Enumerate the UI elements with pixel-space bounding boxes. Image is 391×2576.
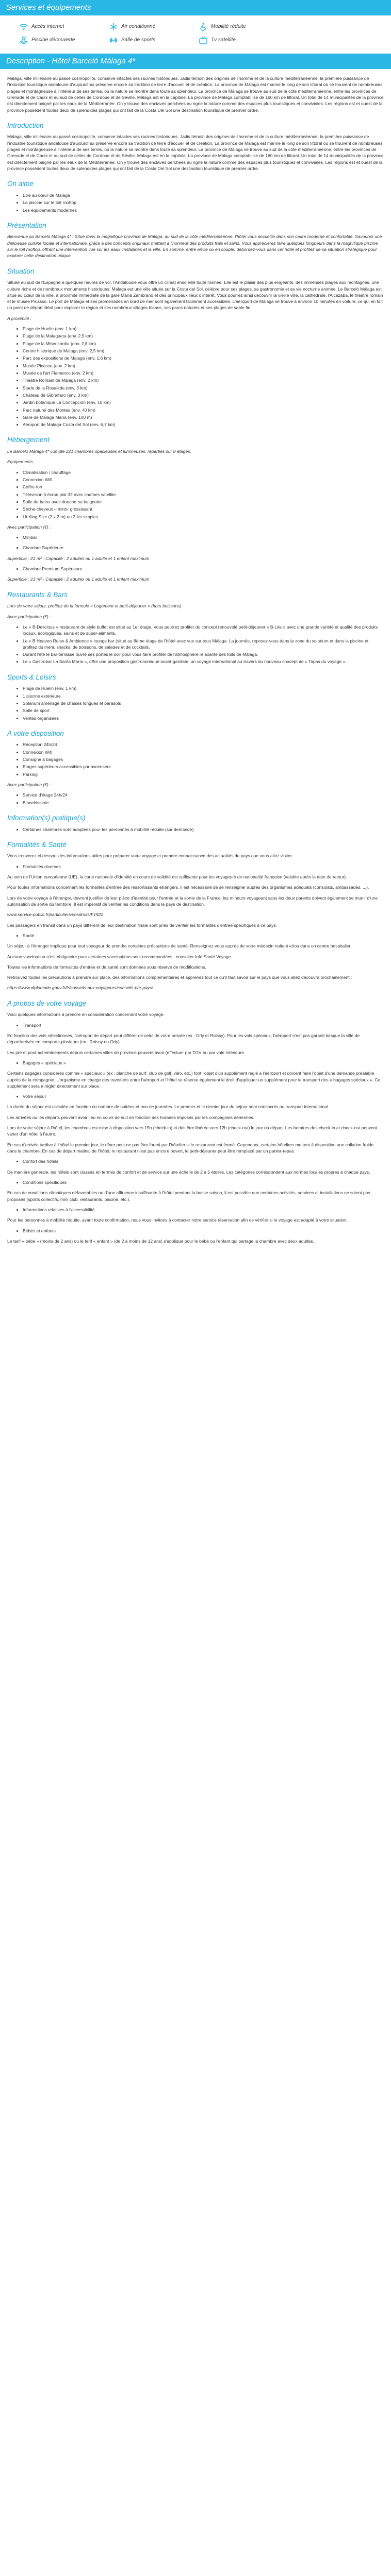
list-item: • Service d'étage 24h/24 bbox=[23, 792, 384, 798]
on-aime-list bbox=[7, 192, 384, 213]
subheading-list bbox=[7, 1207, 384, 1213]
description-text: Málaga, ville millénaire au passé cosmopolite, conserve intactes ses racines historiques. Jadis témoin des origines de l'homme et de la culture méditerranéenne, la première puissance de l'industrie touristique andalouse d'aujourd'hui préserve encore sa tradition de terre d'accueil et de création. La province de Málaga est marine le long de son littoral où se trouvent de nombreuses plages et montagneuse à l'intérieur de ses terres, où la nature se montre dans toute sa splendeur. La province de Málaga se trouve au sud de la côte méditerranéenne, entre les provinces de Grenade et de Cadix et au sud de celles de Cordoue et de Séville. Málaga est en la capitale. La province de Málaga comptabilise de 160 km de littoral. Un total de 14 municipalités de la province est directement baigné par les eaux de la Méditerranée. On y trouve des enclaves perchées au rigne la nature comme des espaces plus touristiques et conviviales. Les régions est et ouest de la province possèdent toutes deux de splendides plages qui ont fait de la Costa Del Sol une destination touristique de premier ordre. bbox=[7, 76, 384, 113]
room2-text: Superficie : 21 m² - Capacité : 2 adultes ou 1 adulte et 1 enfant maximum bbox=[7, 577, 150, 582]
list-item: • Connexion Wifi bbox=[23, 749, 384, 755]
list-item: • 1 piscine extérieure bbox=[23, 693, 384, 699]
description-banner bbox=[0, 54, 391, 69]
situation-text: Située au sud de l'Espagne à quelques heures de vol, l'Andalousie vous offre un climat ensoleillé toute l'année. Elle est le plaisir des plus exigeants, des immenses plages aux montagnes, une culture riche et de nombreux monuments historiques. Málaga est une ville située sur la Costa del Sol, célèbre pour ses plages, sa gastronomie et sa vie nocturne animée. Le Barceló Málaga est situé au cœur de la ville, à proximité immédiate de la gare María Zambrano et des principaux lieux d'intérêt. Vous pourrez ainsi découvrir la vieille ville, la cathédrale, l'Alcazaba, le théâtre romain et le musée Picasso. Le port de Málaga et ses promenades en bord de mer sont également facilement accessibles. L'aéroport de Málaga se trouve à environ 10 minutes en voiture, ce qui en fait un point de départ idéal pour explorer la région et ses nombreux villages blancs, ses parcs naturels et ses plages de sable fin. bbox=[7, 280, 383, 311]
subheading: • Votre séjour bbox=[23, 1093, 384, 1099]
paragraph: Pour toutes informations concernant les formalités d'entrée des ressortissants étrangers, il est nécessaire de se renseigner auprès des organismes adéquats (consulats, ambassades, ...). bbox=[7, 885, 369, 890]
hebergement-supplement-label: Avec participation (€) : bbox=[7, 524, 51, 530]
paragraph: En fonction des vols sélectionnés, l'aéroport de départ peut différer de celui de votre arrivée (ex : Orly et Roissy). Pour les vols spéciaux, l'aéroport n'est pas garanti lorsque la ville de départ/arrivée en comporte plusieurs (ex : Roissy ou Orly). bbox=[7, 1032, 360, 1045]
propos-intro: Voici quelques informations à prendre en considération concernant votre voyage. bbox=[7, 1012, 165, 1018]
list-item: • Connexion Wifi bbox=[23, 477, 384, 483]
on-aime-title: On aime bbox=[7, 180, 34, 188]
paragraph: Certains bagages considérés comme « spéciaux » (ex : planche de surf, club de golf, vélo, etc.) font l'objet d'un supplément réglé à l'aéroport et doivent faire l'objet d'une demande préalable auprès de la compagnie. L'organisme en charge des transferts entre l'aéroport et l'hôtel se réserve également le droit d'appliquer un supplément pour le transport des « bagages spéciaux ». Ce supplément sera à régler directement sur place. bbox=[7, 1071, 381, 1089]
list-item: • Salle de sport bbox=[23, 707, 384, 714]
list-item: • Parc des expositions de Malaga (env. 1,6 km) bbox=[23, 355, 384, 361]
room-type: • Chambre Premium Supérieure bbox=[23, 566, 384, 572]
subheading: • Confort des hôtels bbox=[23, 1158, 384, 1164]
pratique-list bbox=[7, 826, 384, 833]
list-item: • Gare de Malaga María (env. 100 m) bbox=[23, 414, 384, 420]
subheading: • Transport bbox=[23, 1022, 384, 1028]
list-item: • La piscine sur le toit rooftop bbox=[23, 199, 384, 206]
paragraph: Les arrivées ou les départs peuvent avoir lieu en cours de nuit en fonction des horaires imposés par les compagnies aériennes. bbox=[7, 1114, 255, 1120]
situation-list bbox=[7, 326, 384, 428]
paragraph: Au sein de l'Union européenne (UE), la carte nationale d'identité en cours de validité est suffisante pour les voyageurs de nationalité française (valable après la date de retour). bbox=[7, 874, 347, 879]
disposition-supplement-list bbox=[7, 792, 384, 806]
list-item: • Le « B Heaven Relax & Ambience » lounge bar (situé au 8ème étage de l'hôtel avec vue sur tous Málaga. La journée, reposez-vous dans la zone du solarium et dans la piscine et profitez du menu snacks, de boissons, de salades et de cocktails. bbox=[23, 638, 384, 651]
list-item: • Le « B-Delicious » restaurant de style buffet est situé au 1er étage. Vous pourrez profiter du concept renouvelé petit-déjeuner « B-Lite » avec une grande variété et qualité des produits locaux, écologiques, sains et de super-aliments. bbox=[23, 624, 384, 637]
list-item: • Certaines chambres sont adaptées pour les personnes à mobilité réduite (sur demande). bbox=[23, 826, 384, 833]
wheelchair-icon bbox=[199, 23, 207, 31]
hebergement-title: Hébergement bbox=[7, 436, 50, 444]
paragraph: La durée du séjour est calculée en fonction du nombre de nuitées et non de journées. Le premier et le dernier jour du séjour sont consacrés au transport international. bbox=[7, 1104, 330, 1110]
room2-list bbox=[7, 566, 384, 572]
restaurants-supplement-label: Avec participation (€) : bbox=[7, 614, 51, 619]
service-ac: Air conditionné bbox=[109, 23, 199, 31]
equipements-label: Equipements : bbox=[7, 459, 36, 465]
subheading-list bbox=[7, 1093, 384, 1099]
disposition-list bbox=[7, 741, 384, 777]
service-mobility: Mobilité réduite bbox=[199, 23, 289, 31]
list-item: • Théâtre Romain de Malaga (env. 2 km) bbox=[23, 377, 384, 383]
list-item: • Salle de bains avec douche ou baignoire bbox=[23, 499, 384, 505]
service-tv: Tv satellite bbox=[199, 36, 289, 44]
list-item: • Réception 24h/24 bbox=[23, 741, 384, 748]
satellite-tv-icon bbox=[199, 36, 207, 44]
list-item: • Plage de la Malagueta (env. 2,5 km) bbox=[23, 333, 384, 339]
restaurants-text: Lors de votre séjour, profitez de la formule « Logement et petit-déjeuner » (hors boissons). bbox=[7, 603, 183, 609]
equipements-list bbox=[7, 469, 384, 520]
list-item: • Musée Picasso (env. 2 km) bbox=[23, 363, 384, 369]
subheading-list bbox=[7, 1179, 384, 1185]
list-item: • Plage de Huelin (env. 1 km) bbox=[23, 326, 384, 332]
subheading-list bbox=[7, 1158, 384, 1164]
subheading: • Bébés et enfants bbox=[23, 1228, 384, 1234]
hebergement-supplement-list bbox=[7, 534, 384, 540]
restaurants-list bbox=[7, 624, 384, 665]
list-item: • Parc naturel des Montes (env. 40 km) bbox=[23, 407, 384, 413]
paragraph: De manière générale, les hôtels sont classés en termes de confort et de service sur une échelle de 2 à 5 étoiles. Les catégories correspondent aux normes locales propres à chaque pays. bbox=[7, 1169, 370, 1175]
service-gym: Salle de sports bbox=[109, 36, 199, 44]
situation-list-intro: A proximité : bbox=[7, 315, 31, 321]
list-item: • Plage de Huelin (env. 1 km) bbox=[23, 685, 384, 691]
room1-list bbox=[7, 545, 384, 551]
list-item: • Etages supérieurs accessibles par ascenseur bbox=[23, 764, 384, 770]
list-item: • Aéroport de Malaga-Costa del Sol (env. 6,7 km) bbox=[23, 421, 384, 428]
situation-title: Situation bbox=[7, 267, 35, 275]
wifi-icon bbox=[20, 23, 28, 31]
subheading: • Informations relatives à l'accessibilité bbox=[23, 1207, 384, 1213]
paragraph: Retrouvez toutes les précautions à prendre sur place, des informations complémentaires et apprenez tout ce qu'il faut savoir sur le pays que vous allez découvrir prochainement : bbox=[7, 975, 352, 980]
services-banner bbox=[0, 0, 391, 15]
sports-title: Sports & Loisirs bbox=[7, 673, 56, 681]
list-item: • Climatisation / chauffage bbox=[23, 469, 384, 476]
hebergement-text: Le Barceló Málaga 4* compte 221 chambres spacieuses et lumineuses, réparties sur 8 étages. bbox=[7, 449, 191, 454]
list-item: • Blanchisserie bbox=[23, 800, 384, 806]
list-item: • Solarium aménagé de chaises longues et parasols bbox=[23, 700, 384, 706]
list-item: • Plage de la Misericordia (env. 2,8 km) bbox=[23, 341, 384, 347]
paragraph: Le tarif « bébé » (moins de 2 ans) ou le tarif « enfant » (de 2 à moins de 12 ans) s'applique pour le bébé ou l'enfant qui partage la chambre avec deux adultes. bbox=[7, 1238, 314, 1244]
presentation-title: Présentation bbox=[7, 221, 46, 229]
list-item: • Durant l'été le bar-terrasse ouvre ses portes le soir pour vous faire profiter de l'atmosphère relaxante des toits de Málaga. bbox=[23, 651, 384, 657]
disposition-supplement-label: Avec participation (€) : bbox=[7, 782, 51, 787]
presentation-text: Bienvenue au Barceló Málaga 4* ! Situé dans la magnifique province de Málaga, au sud de la côte méditerranéenne, l'hôtel vous accueille dans son cadre moderne et confortable. Savourez une délicieuse cuisine locale et internationale, grâce à des concepts originaux mettant à l'honneur des produits frais et sains. Vous apprécierez faire quelques longueurs dans la magnifique piscine sur le toit rooftop, offrant une intervention vue sur les eaux cristallines et la ville. En somme, entre envie ou en couple, débordez-vous dans cet hôtel et profitez de sa situation stratégique pour explorer cette destination unique. bbox=[7, 234, 382, 259]
formalites-intro: Vous trouverez ci-dessous les informations utiles pour préparer votre voyage et prendre connaissance des actualités du pays que vous allez visiter. bbox=[7, 853, 293, 859]
room1-text: Superficie : 21 m² - Capacité : 2 adultes ou 1 adulte et 1 enfant maximum bbox=[7, 555, 150, 561]
link-text[interactable]: www.service-public.fr/particuliers/vosdroits/F1922 bbox=[7, 912, 104, 918]
subheading: • Formalités diverses bbox=[23, 863, 384, 870]
list-item: • Consigne à bagages bbox=[23, 756, 384, 762]
list-item: • Sèche-cheveux – miroir grossissant bbox=[23, 506, 384, 512]
sante-sublist bbox=[7, 933, 384, 939]
list-item: • Stade de la Rosaleda (env. 3 km) bbox=[23, 385, 384, 391]
pratique-title: Information(s) pratique(s) bbox=[7, 814, 86, 822]
formalites-sublist bbox=[7, 863, 384, 870]
list-item: • Lit King Size (2 x 2 m) ou 2 lits simples bbox=[23, 514, 384, 520]
paragraph: En cas d'arrivée tardive à l'hôtel le premier jour, le dîner peut ne pas être fourni par l'hôtelier si le restaurant est fermé. Cependant, certains hôteliers mettent à disposition une collation froide dans la chambre. En cas de départ matinal de l'hôtel, le restaurant n'est pas encore ouvert, le petit-déjeuner peut être remplacé par un panier-repas. bbox=[7, 1142, 374, 1154]
introduction-title: Introduction bbox=[7, 121, 44, 129]
paragraph: En cas de conditions climatiques défavorables ou d'une affluence insuffisante à l'hôtel pendant la basse saison, il est possible que certaines activités, services et installations ne soient pas proposés (sports collectifs, mini club, restaurants, piscine, etc.). bbox=[7, 1190, 370, 1202]
service-internet: Accès internet bbox=[20, 23, 109, 31]
description-title: Description - Hôtel Barceló Málaga 4* bbox=[6, 57, 136, 65]
services-title: Services et équipements bbox=[6, 3, 91, 12]
pool-icon bbox=[20, 36, 28, 44]
introduction-text: Málaga, ville millénaire au passé cosmopolite, conserve intactes ses racines historiques. Jadis témoin des origines de l'homme et de la culture méditerranéenne, la première puissance de l'industrie touristique andalouse d'aujourd'hui préserve encore sa tradition de terre d'accueil et de création. La province de Málaga est marine le long de son littoral où se trouvent de nombreuses plages et montagneuse à l'intérieur de ses terres, où la nature se montre dans toute sa splendeur. La province de Málaga se trouve au sud de la côte méditerranéenne, entre les provinces de Grenade et de Cadix et au sud de celles de Cordoue et de Séville. Málaga est en la capitale. La province de Málaga comptabilise de 160 km de littoral. Un total de 14 municipalités de la province est directement baigné par les eaux de la Méditerranée. On y trouve des enclaves perchées au rigne la nature comme des espaces plus touristiques et conviviales. Les régions est et ouest de la province possèdent toutes deux de splendides plages qui ont fait de la Costa Del Sol une destination touristique de premier ordre. bbox=[7, 134, 384, 171]
disposition-title: A votre disposition bbox=[7, 729, 64, 737]
list-item: • Jardin botanique La Concepción (env. 10 km) bbox=[23, 399, 384, 405]
list-item: • Château de Gibralfaro (env. 3 km) bbox=[23, 392, 384, 398]
subheading: • Santé bbox=[23, 933, 384, 939]
list-item: • Les équipements modernes bbox=[23, 207, 384, 213]
paragraph: Pour les personnes à mobilité réduite, avant toute confirmation, nous vous invitons à contacter notre service réservation afin de vérifier si le voyage est adapté à votre situation. bbox=[7, 1217, 348, 1223]
subheading: • Conditions spécifiques bbox=[23, 1179, 384, 1185]
list-item: • Minibar bbox=[23, 534, 384, 540]
paragraph: Lors de votre séjour à l'hôtel, les chambres est mise à disposition vers 15h (check-in) et doit être libérée vers 12h (check-out) le jour du départ. Les horaires des check-in et check-out peuvent varier d'un hôtel à l'autre. bbox=[7, 1125, 377, 1137]
sports-list bbox=[7, 685, 384, 721]
link-text[interactable]: https://www.diplomatie.gouv.fr/fr/conseils-aux-voyageurs/conseils-par-pays/ bbox=[7, 985, 153, 991]
subheading: • Bagages « spéciaux » bbox=[23, 1060, 384, 1066]
paragraph: Les pré et post-acheminements depuis certaines villes de province peuvent avoir (effectuer par TGV ou par voie intérieure. bbox=[7, 1049, 246, 1055]
list-item: • Télévision à écran plat 32 avec chaînes satellite bbox=[23, 492, 384, 498]
list-item: • Parking bbox=[23, 771, 384, 777]
propos-title: A propos de votre voyage bbox=[7, 999, 87, 1007]
service-pool: Piscine découverte bbox=[20, 36, 109, 44]
paragraph: Lors de votre voyage à l'étranger, devront justifier de leur pièce d'identité pour l'entrée et la sortie de la France, les mineurs voyageant sans les deux parents doivent également se munir d'une autorisation de sortie du territoire. Il est impératif de vérifier les conditions dans le pays de destination. bbox=[7, 895, 378, 907]
list-item: • Etre au cœur de Málaga bbox=[23, 192, 384, 198]
dumbbell-icon bbox=[109, 36, 118, 44]
subheading-list bbox=[7, 1228, 384, 1234]
list-item: • Le « Gastrobar La Santa María », offre une proposition gastronomique avant-gardiste, un voyage international au travers du nouveau concept de « Tapas du voyage ». bbox=[23, 658, 384, 665]
subheading-list bbox=[7, 1022, 384, 1028]
list-item: • Coffre-fort bbox=[23, 484, 384, 490]
paragraph: Toutes les informations de formalités d'entrée et de santé sont données sous réserve de modifications. bbox=[7, 964, 206, 970]
restaurants-title: Restaurants & Bars bbox=[7, 590, 68, 599]
room-type: • Chambre Supérieure bbox=[23, 545, 384, 551]
paragraph: Aucune vaccination n'est obligatoire pour certaines vaccinations sont recommandées : consulter Info Santé Voyage. bbox=[7, 954, 232, 959]
paragraph: Un séjour à l'étranger implique pour tout voyageur de prendre certaines précautions de santé. Renseignez-vous auprès de votre médecin traitant et/ou dans un centre hospitalier. bbox=[7, 943, 352, 949]
list-item: • Centre historique de Malaga (env. 2,5 km) bbox=[23, 348, 384, 354]
paragraph: Les passagers en transit dans un pays différent de leur destination finale sont priés de vérifier les formalités d'entrée spécifiques à ce pays. bbox=[7, 922, 278, 928]
subheading-list bbox=[7, 1060, 384, 1066]
list-item: • Ventes organisées bbox=[23, 715, 384, 721]
formalites-title: Formalités & Santé bbox=[7, 840, 67, 849]
services-grid bbox=[7, 15, 384, 53]
snowflake-icon bbox=[109, 23, 118, 31]
list-item: • Musée de l'art Flamenco (env. 2 km) bbox=[23, 370, 384, 376]
